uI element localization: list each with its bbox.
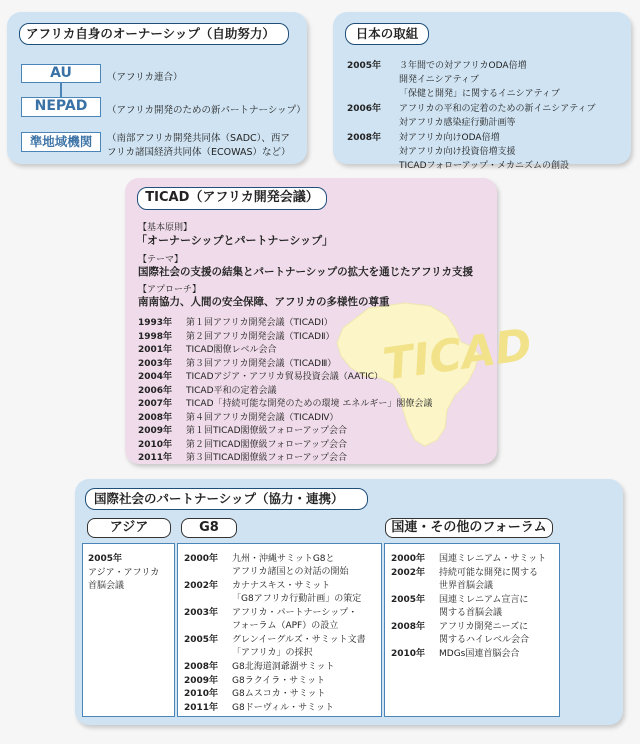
- ticad-title: TICAD（アフリカ開発会議）: [137, 187, 327, 210]
- asia-year: 2005年: [88, 554, 123, 564]
- item: 「保健と開発」に関するイニシアティブ: [399, 89, 560, 99]
- item: 世界首脳会議: [439, 581, 494, 591]
- event: TICAD「持続可能な開発のための環境 エネルギー」閣僚会議: [186, 399, 433, 409]
- japan-row-2006: [347, 101, 622, 129]
- item: G8ラクイラ・サミット: [232, 675, 326, 686]
- year: 1993年: [138, 318, 173, 328]
- ticad-logo-text: TICAD: [380, 319, 535, 391]
- japan-row-2005: [347, 58, 622, 100]
- org-au: AU: [21, 64, 101, 83]
- item: 対アフリカ感染症行動計画等: [399, 118, 516, 128]
- event: 第３回TICAD閣僚級フォローアップ会合: [186, 453, 347, 463]
- item: アフリカの平和の定着のための新イニシアティブ: [399, 104, 596, 114]
- year: 2008年: [138, 412, 173, 423]
- year: 2005年: [391, 595, 426, 605]
- event: 第３回アフリカ開発会議（TICADⅢ）: [186, 358, 337, 369]
- event: 第１回TICAD閣僚級フォローアップ会合: [186, 426, 347, 436]
- item: 「アフリカ」の採択: [232, 648, 313, 658]
- event: 第１回アフリカ開発会議（TICADⅠ）: [186, 318, 333, 328]
- item: 国連ミレニアム宣言に: [439, 595, 529, 605]
- year: 2003年: [138, 358, 173, 369]
- asia-cell: [82, 543, 175, 717]
- year: 2000年: [391, 554, 426, 564]
- year: 2000年: [184, 554, 219, 564]
- year: 2006年: [347, 104, 382, 114]
- org-au-desc: （アフリカ連合）: [107, 72, 183, 83]
- org-nepad: NEPAD: [21, 97, 101, 117]
- item: アフリカ開発ニーズに: [439, 622, 529, 632]
- event: 第２回アフリカ開発会議（TICADⅡ）: [186, 331, 335, 342]
- item: ３年間での対アフリカODA倍増: [399, 61, 527, 71]
- approach-text: 南南協力、人間の安全保障、アフリカの多様性の尊重: [138, 296, 390, 308]
- item: MDGs国連首脳会合: [439, 649, 520, 659]
- year: 2005年: [184, 635, 219, 645]
- year: 2004年: [138, 372, 173, 382]
- year: 2009年: [184, 675, 219, 686]
- item: 「G8アフリカ行動計画」の策定: [232, 594, 362, 604]
- connector-line: [60, 83, 62, 97]
- item: G8ドーヴィル・サミット: [232, 702, 334, 713]
- item: TICADフォローアップ・メカニズムの創設: [399, 161, 569, 171]
- theme-label: 【テーマ】: [138, 255, 184, 265]
- year: 2011年: [138, 453, 173, 463]
- approach-label: 【アプローチ】: [138, 285, 202, 295]
- year: 2011年: [184, 702, 219, 713]
- year: 2003年: [184, 608, 219, 618]
- g8-heading: G8: [181, 518, 237, 538]
- item: アフリカ・パートナーシップ・: [232, 608, 358, 618]
- event: TICADアジア・アフリカ貿易投資会議（AATIC）: [186, 372, 384, 382]
- item: 国連ミレニアム・サミット: [439, 554, 547, 564]
- item: 対アフリカ向けODA倍増: [399, 133, 500, 143]
- event: TICAD閣僚レベル会合: [186, 345, 277, 355]
- year: 2002年: [391, 568, 426, 578]
- year: 2007年: [138, 399, 173, 409]
- g8-cell: [177, 543, 382, 717]
- item: 九州・沖縄サミットG8と: [232, 554, 335, 564]
- ownership-title: アフリカ自身のオーナーシップ（自助努力）: [19, 23, 289, 45]
- japan-panel: [333, 12, 631, 171]
- item: アフリカ諸国との対話の開始: [232, 567, 349, 577]
- event: 第４回アフリカ開発会議（TICADⅣ）: [186, 412, 339, 423]
- item: G8ムスコカ・サミット: [232, 689, 326, 699]
- year: 2001年: [138, 345, 173, 355]
- asia-item: 首脳会議: [88, 581, 125, 591]
- un-heading: 国連・その他のフォーラム: [385, 518, 553, 538]
- year: 2008年: [391, 622, 426, 632]
- year: 1998年: [138, 331, 173, 342]
- org-regional: 準地域機関: [21, 132, 101, 152]
- asia-heading: アジア: [87, 518, 171, 538]
- principle-text: 「オーナーシップとパートナーシップ」: [136, 234, 334, 247]
- item: 持続可能な開発に関する: [439, 568, 539, 578]
- ticad-panel: [125, 178, 535, 464]
- year: 2010年: [391, 649, 426, 659]
- ownership-panel: [7, 12, 307, 164]
- year: 2008年: [347, 133, 382, 143]
- year: 2005年: [347, 61, 382, 71]
- intl-title: 国際社会のパートナーシップ（協力・連携）: [85, 488, 368, 510]
- year: 2010年: [138, 439, 173, 450]
- item: 開発イニシアティブ: [399, 75, 479, 85]
- asia-item: アジア・アフリカ: [88, 568, 160, 578]
- item: グレンイーグルズ・サミット文書: [232, 635, 366, 645]
- item: カナナスキス・サミット: [232, 581, 331, 591]
- item: 関するハイレベル会合: [439, 635, 530, 645]
- year: 2010年: [184, 689, 219, 699]
- japan-row-2008: [347, 130, 622, 172]
- un-cell: [384, 543, 560, 717]
- item: フォーラム（APF）の設立: [232, 621, 339, 631]
- theme-text: 国際社会の支援の結集とパートナーシップの拡大を通じたアフリカ支援: [138, 266, 474, 278]
- org-regional-desc-2: フリカ諸国経済共同体（ECOWAS）など）: [107, 147, 291, 158]
- item: G8北海道洞爺湖サミット: [232, 662, 335, 672]
- year: 2006年: [138, 385, 173, 396]
- principle-label: 【基本原則】: [138, 223, 193, 233]
- japan-title: 日本の取組: [345, 23, 429, 45]
- year: 2002年: [184, 581, 219, 591]
- event: 第２回TICAD閣僚級フォローアップ会合: [186, 439, 347, 450]
- event: TICAD平和の定着会議: [186, 385, 277, 396]
- org-regional-desc-1: （南部アフリカ開発共同体（SADC）、西ア: [107, 133, 290, 144]
- item: 対アフリカ向け投資倍増支援: [399, 147, 516, 157]
- year: 2008年: [184, 662, 219, 672]
- year: 2009年: [138, 426, 173, 436]
- item: 関する首脳会議: [439, 608, 503, 618]
- intl-panel: [75, 479, 623, 725]
- org-nepad-desc: （アフリカ開発のための新パートナーシップ）: [107, 105, 306, 116]
